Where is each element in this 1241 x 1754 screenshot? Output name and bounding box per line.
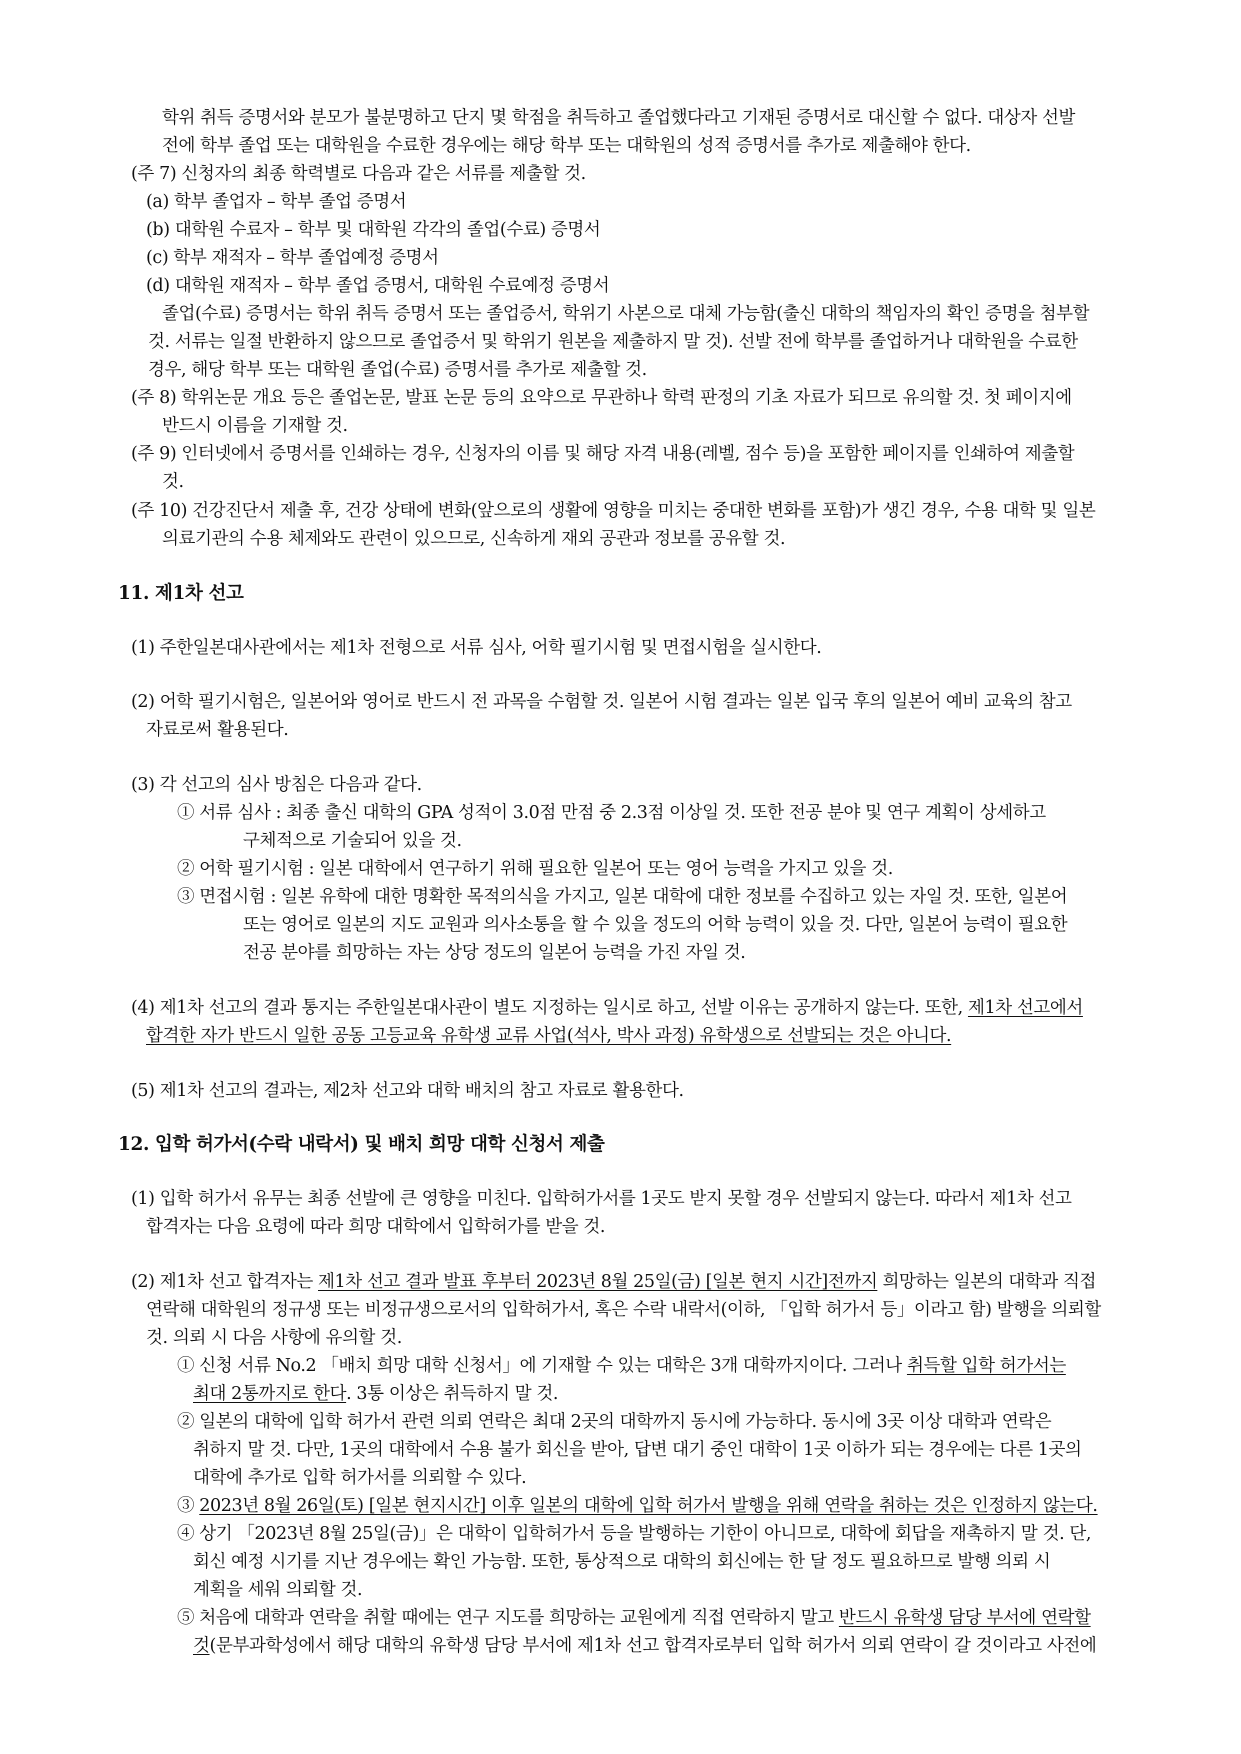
section12-item-4-line-1: ④ 상기 「2023년 8월 25일(금)」은 대학이 입학허가서 등을 발행하는 기한이 아니므로, 대학에 회답을 재촉하지 말 것. 단, [177,1524,1092,1544]
section12-item-5-underlined-2: 것 [193,1636,210,1656]
section11-para-4-line-1 [131,994,1083,1022]
section12-item-4-line-2: 회신 예정 시기를 지난 경우에는 확인 가능함. 또한, 통상적으로 대학의 회신에는 한 달 정도 필요하므로 발행 의뢰 시 [193,1552,1051,1572]
note9-line-1: (주 9) 인터넷에서 증명서를 인쇄하는 경우, 신청자의 이름 및 해당 자격 내용(레벨, 점수 등)을 포함한 페이지를 인쇄하여 제출할 [131,444,1075,464]
section12-item-1-text-b: . 3통 이상은 취득하지 말 것. [346,1384,559,1404]
section12-item-4-line-3: 계획을 세워 의뢰할 것. [193,1580,363,1600]
section11-criterion-1-line-2: 구체적으로 기술되어 있을 것. [243,831,462,851]
section12-item-1-line-2 [193,1380,558,1408]
intro-line-2: 전에 학부 졸업 또는 대학원을 수료한 경우에는 해당 학부 또는 대학원의 성적 증명서를 추가로 제출해야 한다. [162,136,971,156]
section11-criterion-3-line-1: ③ 면접시험 : 일본 유학에 대한 명확한 목적의식을 가지고, 일본 대학에 대한 정보를 수집하고 있는 자일 것. 또한, 일본어 [177,887,1068,907]
note7-item-a: (a) 학부 졸업자 – 학부 졸업 증명서 [146,192,407,212]
section11-criterion-2: ② 어학 필기시험 : 일본 대학에서 연구하기 위해 필요한 일본어 또는 영어 능력을 가지고 있을 것. [177,859,893,879]
section12-item-5-line-1 [177,1604,1091,1632]
section11-para-4-text: (4) 제1차 선고의 결과 통지는 주한일본대사관이 별도 지정하는 일시로 하고, 선발 이유는 공개하지 않는다. 또한, [131,998,968,1018]
section11-para-2-line-2: 자료로써 활용된다. [146,720,289,740]
note7-para-line-1: 졸업(수료) 증명서는 학위 취득 증명서 또는 졸업증서, 학위기 사본으로 대체 가능함(출신 대학의 책임자의 확인 증명을 첨부할 [162,304,1090,324]
section12-item-5-underlined-1: 반드시 유학생 담당 부서에 연락할 [838,1608,1091,1628]
section12-item-5-line-2 [193,1632,1096,1660]
section11-criterion-3-line-2: 또는 영어로 일본의 지도 교원과 의사소통을 할 수 있을 정도의 어학 능력이 있을 것. 다만, 일본어 능력이 필요한 [243,915,1068,935]
note8-line-2: 반드시 이름을 기재할 것. [162,416,348,436]
section12-item-5-text: ⑤ 처음에 대학과 연락을 취할 때에는 연구 지도를 희망하는 교원에게 직접 연락하지 말고 [177,1608,839,1628]
section12-para-2-text-a: (2) 제1차 선고 합격자는 [131,1272,319,1292]
section12-para-2-text-b: 희망하는 일본의 대학과 직접 [877,1272,1097,1292]
note7-title: (주 7) 신청자의 최종 학력별로 다음과 같은 서류를 제출할 것. [131,164,586,184]
section-11-heading: 11. 제1차 선고 [118,583,244,604]
note7-item-d: (d) 대학원 재적자 – 학부 졸업 증명서, 대학원 수료예정 증명서 [146,276,610,296]
section12-item-1-underlined-2: 최대 2통까지로 한다 [193,1384,347,1404]
section12-item-2-line-1: ② 일본의 대학에 입학 허가서 관련 의뢰 연락은 최대 2곳의 대학까지 동시에 가능하다. 동시에 3곳 이상 대학과 연락은 [177,1412,1052,1432]
section11-para-1: (1) 주한일본대사관에서는 제1차 전형으로 서류 심사, 어학 필기시험 및 면접시험을 실시한다. [131,638,822,658]
intro-line-1: 학위 취득 증명서와 분모가 불분명하고 단지 몇 학점을 취득하고 졸업했다라고 기재된 증명서로 대신할 수 없다. 대상자 선발 [162,108,1076,128]
section-12-heading: 12. 입학 허가서(수락 내락서) 및 배치 희망 대학 신청서 제출 [118,1134,605,1155]
section11-criterion-1-line-1: ① 서류 심사 : 최종 출신 대학의 GPA 성적이 3.0점 만점 중 2.3점 이상일 것. 또한 전공 분야 및 연구 계획이 상세하고 [177,803,1046,823]
section11-para-2-line-1: (2) 어학 필기시험은, 일본어와 영어로 반드시 전 과목을 수험할 것. 일본어 시험 결과는 일본 입국 후의 일본어 예비 교육의 참고 [131,692,1072,712]
note9-line-2: 것. [162,472,184,492]
section12-para-2-line-3: 것. 의뢰 시 다음 사항에 유의할 것. [146,1328,402,1348]
section12-para-2-line-2: 연락해 대학원의 정규생 또는 비정규생으로서의 입학허가서, 혹은 수락 내락서(이하, 「입학 허가서 등」이라고 함) 발행을 의뢰할 [146,1300,1101,1320]
section12-item-2-line-2: 취하지 말 것. 다만, 1곳의 대학에서 수용 불가 회신을 받아, 답변 대기 중인 대학이 1곳 이하가 되는 경우에는 다른 1곳의 [193,1440,1082,1460]
section12-item-5-text-b: (문부과학성에서 해당 대학의 유학생 담당 부서에 제1차 선고 합격자로부터 입학 허가서 의뢰 연락이 갈 것이라고 사전에 [209,1636,1097,1656]
note8-line-1: (주 8) 학위논문 개요 등은 졸업논문, 발표 논문 등의 요약으로 무관하나 학력 판정의 기초 자료가 되므로 유의할 것. 첫 페이지에 [131,388,1072,408]
note10-line-2: 의료기관의 수용 체제와도 관련이 있으므로, 신속하게 재외 공관과 정보를 공유할 것. [162,529,786,549]
section11-para-4-underlined-1: 제1차 선고에서 [967,998,1083,1018]
section12-para-1-line-1: (1) 입학 허가서 유무는 최종 선발에 큰 영향을 미친다. 입학허가서를 1곳도 받지 못할 경우 선발되지 않는다. 따라서 제1차 선고 [131,1189,1072,1209]
section11-criterion-3-line-3: 전공 분야를 희망하는 자는 상당 정도의 일본어 능력을 가진 자일 것. [243,943,746,963]
section12-item-1-text: ① 신청 서류 No.2 「배치 희망 대학 신청서」에 기재할 수 있는 대학은 3개 대학까지이다. 그러나 [177,1356,907,1376]
section12-item-3-marker: ③ [177,1496,200,1516]
section12-para-2-line-1 [131,1268,1096,1296]
section11-para-3: (3) 각 선고의 심사 방침은 다음과 같다. [131,775,422,795]
note7-para-line-3: 경우, 해당 학부 또는 대학원 졸업(수료) 증명서를 추가로 제출할 것. [148,360,647,380]
section12-item-3 [177,1492,1098,1520]
section12-para-2-deadline: 제1차 선고 결과 발표 후부터 2023년 8월 25일(금) [일본 현지 시간]전까지 [318,1272,878,1292]
section11-para-4-underlined-2: 합격한 자가 반드시 일한 공동 고등교육 유학생 교류 사업(석사, 박사 과정) 유학생으로 선발되는 것은 아니다. [146,1026,952,1046]
section12-item-3-underlined: 2023년 8월 26일(토) [일본 현지시간] 이후 일본의 대학에 입학 허가서 발행을 위해 연락을 취하는 것은 인정하지 않는다. [199,1496,1098,1516]
section11-para-4-line-2 [146,1022,951,1050]
section12-item-1-underlined-1: 취득할 입학 허가서는 [906,1356,1066,1376]
section12-para-1-line-2: 합격자는 다음 요령에 따라 희망 대학에서 입학허가를 받을 것. [146,1217,606,1237]
note7-item-c: (c) 학부 재적자 – 학부 졸업예정 증명서 [146,248,439,268]
note7-para-line-2: 것. 서류는 일절 반환하지 않으므로 졸업증서 및 학위기 원본을 제출하지 말 것). 선발 전에 학부를 졸업하거나 대학원을 수료한 [148,332,1078,352]
note10-line-1: (주 10) 건강진단서 제출 후, 건강 상태에 변화(앞으로의 생활에 영향을 미치는 중대한 변화를 포함)가 생긴 경우, 수용 대학 및 일본 [131,501,1096,521]
section12-item-1-line-1 [177,1352,1066,1380]
section11-para-5: (5) 제1차 선고의 결과는, 제2차 선고와 대학 배치의 참고 자료로 활용한다. [131,1081,684,1101]
note7-item-b: (b) 대학원 수료자 – 학부 및 대학원 각각의 졸업(수료) 증명서 [146,220,601,240]
section12-item-2-line-3: 대학에 추가로 입학 허가서를 의뢰할 수 있다. [193,1468,527,1488]
